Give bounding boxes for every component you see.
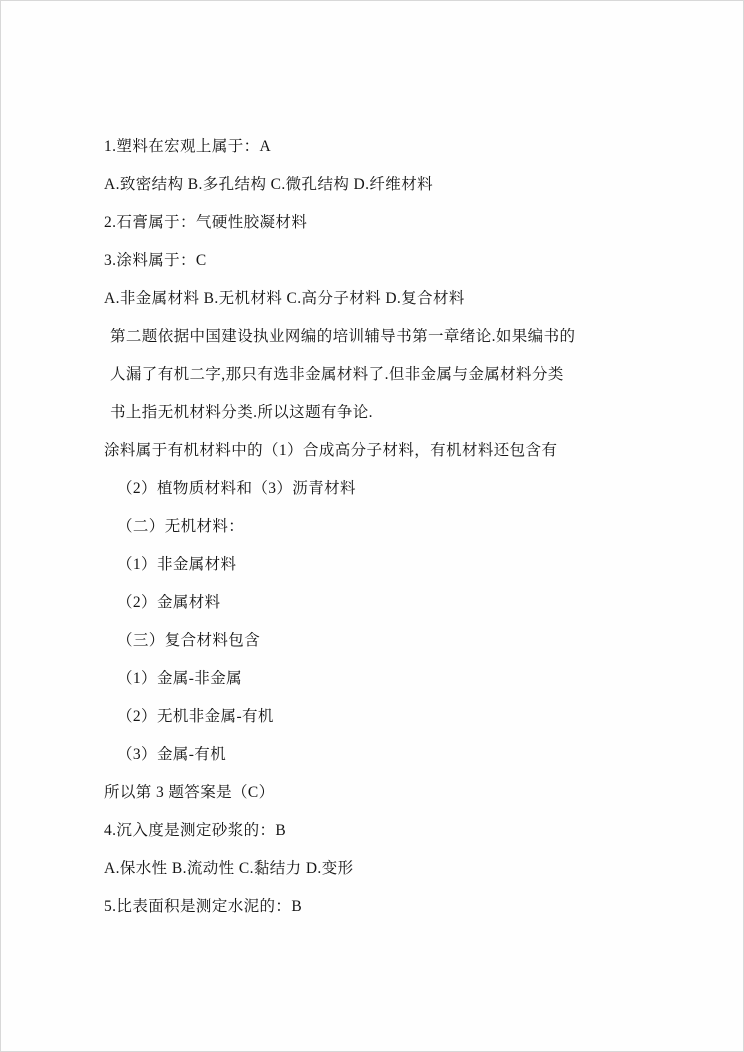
text-line: 人漏了有机二字,那只有选非金属材料了.但非金属与金属材料分类 [110,366,564,383]
text-line: （1）非金属材料 [117,556,237,573]
text-line: 2.石膏属于：气硬性胶凝材料 [104,214,308,231]
document-body [104,128,652,926]
text-line: 5.比表面积是测定水泥的：B [104,898,303,915]
text-line: （三）复合材料包含 [117,632,261,649]
text-line: （2）植物质材料和（3）沥青材料 [117,480,356,497]
text-line: A.保水性 B.流动性 C.黏结力 D.变形 [104,860,354,877]
text-line: （二）无机材料： [117,518,245,535]
text-line: 所以第 3 题答案是（C） [104,784,275,801]
text-line: 3.涂料属于：C [104,252,207,269]
text-line: （1）金属-非金属 [117,670,243,687]
text-line: 书上指无机材料分类.所以这题有争论. [110,404,373,421]
text-line: A.致密结构 B.多孔结构 C.微孔结构 D.纤维材料 [104,176,433,193]
text-line: 涂料属于有机材料中的（1）合成高分子材料，有机材料还包含有 [104,442,558,459]
text-line: 1.塑料在宏观上属于：A [104,138,272,155]
text-line: （3）金属-有机 [117,746,227,763]
text-line: （2）无机非金属-有机 [117,708,274,725]
text-line: 第二题依据中国建设执业网编的培训辅导书第一章绪论.如果编书的 [110,328,576,345]
text-line: A.非金属材料 B.无机材料 C.高分子材料 D.复合材料 [104,290,465,307]
text-line: 4.沉入度是测定砂浆的：B [104,822,287,839]
text-line: （2）金属材料 [117,594,221,611]
